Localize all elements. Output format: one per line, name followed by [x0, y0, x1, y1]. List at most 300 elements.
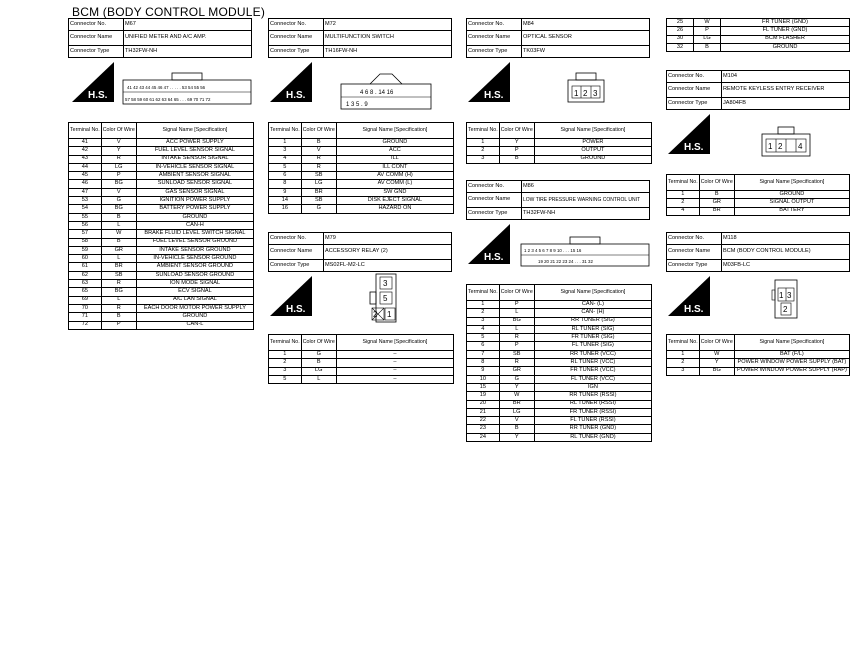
table-row: [467, 408, 652, 416]
table-row: [69, 180, 254, 188]
terminal-no: 1: [467, 139, 500, 147]
signal-name: AMBIENT SENSOR SIGNAL: [136, 172, 253, 180]
wire-color: B: [499, 155, 534, 163]
terminal-no: 1: [667, 191, 700, 199]
connector-no-value: M79: [324, 233, 452, 245]
wire-color: P: [101, 172, 136, 180]
table-row: [69, 246, 254, 254]
table-row: [667, 199, 850, 207]
wire-color: R: [499, 359, 534, 367]
terminal-no: 22: [467, 417, 500, 425]
table-row: [467, 301, 652, 309]
terminal-no: 14: [269, 197, 302, 205]
signal-name: FL TUNER (RSSI): [534, 417, 651, 425]
connector-type-value: M03FB-LC: [722, 260, 850, 272]
terminal-no: 5: [467, 334, 500, 342]
connector-no-value: M118: [722, 233, 850, 245]
connector-no-label: Connector No.: [667, 71, 722, 83]
wire-color: SB: [101, 271, 136, 279]
terminal-no: 70: [69, 304, 102, 312]
terminal-no: 71: [69, 313, 102, 321]
table-row: [467, 342, 652, 350]
terminal-no: 2: [667, 359, 700, 367]
terminal-no: 58: [69, 238, 102, 246]
table-row: [69, 288, 254, 296]
wire-color: BG: [101, 288, 136, 296]
terminal-no: 41: [69, 139, 102, 147]
wire-color: W: [101, 230, 136, 238]
connector-name-value: LOW TIRE PRESSURE WARNING CONTROL UNIT: [522, 193, 650, 208]
table-row: [467, 375, 652, 383]
terminal-no: 55: [69, 213, 102, 221]
pins-bottom: 57 58 59 60 61 62 63 64 65 . . . 69 70 71 72: [125, 97, 211, 102]
terminal-no: 1: [467, 301, 500, 309]
terminal-no: 7: [467, 350, 500, 358]
pins-bottom: 19 20 21 22 23 24 . . . 31 32: [538, 259, 593, 264]
signal-name: RR TUNER (SIG): [534, 317, 651, 325]
signal-name: –: [336, 351, 453, 359]
terminal-no: 8: [467, 359, 500, 367]
table-row: [467, 147, 652, 155]
signal-name: FR TUNER (RSSI): [534, 408, 651, 416]
signal-name: FUEL LEVEL SENSOR SIGNAL: [136, 147, 253, 155]
color-header: Color Of Wire: [499, 285, 534, 301]
terminal-no: 30: [667, 35, 694, 43]
wire-color: LG: [499, 408, 534, 416]
terminal-no: 2: [667, 199, 700, 207]
wire-color: L: [301, 375, 336, 383]
table-row: [269, 197, 454, 205]
wire-color: R: [101, 280, 136, 288]
signal-name: RL TUNER (RSSI): [534, 400, 651, 408]
wire-color: GR: [699, 199, 734, 207]
connector-face-m104: [760, 124, 812, 158]
terminal-table-m67: [68, 122, 254, 330]
signal-name: –: [336, 375, 453, 383]
table-row: [667, 359, 850, 367]
wire-color: G: [101, 197, 136, 205]
table-row: [269, 359, 454, 367]
pin-2: 2: [583, 89, 588, 98]
table-row: [467, 367, 652, 375]
connector-type-label: Connector Type: [667, 260, 722, 272]
pin-5: 5: [383, 294, 388, 303]
table-row: [69, 163, 254, 171]
wire-color: LG: [301, 180, 336, 188]
terminal-no: 42: [69, 147, 102, 155]
signal-name: FL TUNER (SIG): [534, 342, 651, 350]
table-row: [69, 147, 254, 155]
pin-1: 1: [387, 310, 392, 319]
color-header: Color Of Wire: [101, 123, 136, 139]
signal-name: GROUND: [136, 313, 253, 321]
pin-2: 2: [373, 310, 378, 319]
terminal-no: 25: [667, 19, 694, 27]
signal-header: Signal Name [Specification]: [136, 123, 253, 139]
signal-name: GROUND: [734, 191, 849, 199]
connector-type-value: MS02FL-M2-LC: [324, 260, 452, 272]
terminal-no: 54: [69, 205, 102, 213]
hs-label: H.S.: [88, 90, 108, 101]
table-row: [667, 207, 850, 215]
hs-label: H.S.: [484, 252, 504, 263]
wire-color: BR: [499, 400, 534, 408]
signal-name: BCM FLASHER: [721, 35, 850, 43]
connector-type-label: Connector Type: [269, 46, 324, 58]
signal-name: IN-VEHICLE SENSOR SIGNAL: [136, 163, 253, 171]
table-row: [467, 350, 652, 358]
color-header: Color Of Wire: [499, 123, 534, 139]
terminal-table-m84: [466, 122, 652, 164]
table-row: [467, 425, 652, 433]
table-row: [467, 400, 652, 408]
hs-label: H.S.: [684, 304, 704, 315]
signal-name: FL TUNER (GND): [721, 27, 850, 35]
pin-1: 1: [574, 89, 579, 98]
terminal-no: 5: [269, 375, 302, 383]
wire-color: SB: [301, 197, 336, 205]
terminal-no: 3: [269, 147, 302, 155]
terminal-no: 3: [467, 155, 500, 163]
table-row: [467, 359, 652, 367]
terminal-no: 3: [269, 367, 302, 375]
connector-type-value: TH32FW-NH: [522, 208, 650, 220]
signal-name: CAN-H: [136, 221, 253, 229]
signal-name: SW GND: [336, 188, 453, 196]
signal-header: Signal Name [Specification]: [534, 285, 651, 301]
wire-color: B: [301, 359, 336, 367]
terminal-no: 43: [69, 155, 102, 163]
wire-color: V: [499, 417, 534, 425]
connector-no-label: Connector No.: [269, 19, 324, 31]
connector-name-value: REMOTE KEYLESS ENTRY RECEIVER: [722, 83, 850, 98]
terminal-no: 32: [667, 43, 694, 51]
connector-no-value: M104: [722, 71, 850, 83]
terminal-no: 9: [467, 367, 500, 375]
pins-top: 1 2 3 4 5 6 7 8 9 10 . . . 15 16: [524, 248, 582, 253]
pins-top: 4 6 8 . 14 16: [360, 90, 394, 96]
terminal-no: 2: [467, 147, 500, 155]
wire-color: SB: [301, 172, 336, 180]
terminal-no: 24: [467, 433, 500, 441]
table-row: [69, 188, 254, 196]
signal-name: INTAKE SENSOR GROUND: [136, 246, 253, 254]
table-row: [69, 263, 254, 271]
wire-color: B: [694, 43, 721, 51]
wire-color: BR: [699, 207, 734, 215]
wire-color: B: [499, 425, 534, 433]
terminal-no: 19: [467, 392, 500, 400]
wire-color: B: [699, 191, 734, 199]
table-row: [269, 205, 454, 213]
connector-no-label: Connector No.: [667, 233, 722, 245]
wire-color: BG: [101, 180, 136, 188]
wire-color: G: [301, 351, 336, 359]
connector-name-label: Connector Name: [467, 31, 522, 46]
connector-info-m86: [466, 180, 650, 220]
connector-name-value: OPTICAL SENSOR: [522, 31, 650, 46]
terminal-no: 62: [69, 271, 102, 279]
pins-top: 41 42 43 44 45 46 47 . . . . . 53 54 55 56: [127, 85, 206, 90]
wire-color: Y: [499, 139, 534, 147]
connector-name-label: Connector Name: [667, 245, 722, 260]
terminal-no: 45: [69, 172, 102, 180]
hs-label: H.S.: [684, 142, 704, 153]
table-row: [69, 172, 254, 180]
terminal-no: 60: [69, 255, 102, 263]
connector-no-label: Connector No.: [69, 19, 124, 31]
terminal-no: 57: [69, 230, 102, 238]
signal-name: RL TUNER (VCC): [534, 359, 651, 367]
connector-name-value: UNIFIED METER AND A/C AMP.: [124, 31, 252, 46]
signal-name: HAZARD ON: [336, 205, 453, 213]
signal-name: BATTERY: [734, 207, 849, 215]
terminal-no: 65: [69, 288, 102, 296]
table-row: [69, 238, 254, 246]
terminal-no: 9: [269, 188, 302, 196]
connector-face-m118: [770, 276, 804, 320]
wire-color: V: [301, 147, 336, 155]
table-row: [467, 383, 652, 391]
table-row: [269, 180, 454, 188]
connector-type-value: TH32FW-NH: [124, 46, 252, 58]
wire-color: Y: [499, 433, 534, 441]
signal-name: CAN- (L): [534, 301, 651, 309]
connector-name-value: BCM (BODY CONTROL MODULE): [722, 245, 850, 260]
connector-type-value: TH16FW-NH: [324, 46, 452, 58]
table-row: [667, 191, 850, 199]
terminal-no: 3: [467, 317, 500, 325]
wire-color: GR: [499, 367, 534, 375]
signal-name: IGN: [534, 383, 651, 391]
connector-face-m79: [368, 272, 404, 324]
pin-4: 4: [798, 142, 803, 151]
wire-color: LG: [301, 367, 336, 375]
hs-symbol: [268, 276, 314, 318]
pin-3: 3: [593, 89, 598, 98]
wire-color: L: [499, 325, 534, 333]
table-row: [667, 43, 850, 51]
terminal-table-m86: [466, 284, 652, 442]
wire-color: W: [499, 392, 534, 400]
terminal-no: 20: [467, 400, 500, 408]
wire-color: BR: [101, 263, 136, 271]
wire-color: P: [694, 27, 721, 35]
table-row: [667, 35, 850, 43]
connector-name-label: Connector Name: [269, 31, 324, 46]
wire-color: G: [499, 375, 534, 383]
connector-no-label: Connector No.: [467, 19, 522, 31]
table-row: [467, 433, 652, 441]
signal-name: ION MODE SIGNAL: [136, 280, 253, 288]
terminal-table-m86-continued: [666, 18, 850, 52]
connector-no-label: Connector No.: [467, 181, 522, 193]
terminal-no: 1: [269, 139, 302, 147]
connector-face-m86: [520, 234, 650, 268]
signal-name: INTAKE SENSOR SIGNAL: [136, 155, 253, 163]
signal-name: ECV SIGNAL: [136, 288, 253, 296]
signal-name: –: [336, 359, 453, 367]
signal-name: FR TUNER (SIG): [534, 334, 651, 342]
table-row: [269, 172, 454, 180]
hs-symbol: [666, 114, 712, 156]
signal-name: POWER WINDOW POWER SUPPLY (RAP): [734, 367, 849, 375]
terminal-no: 53: [69, 197, 102, 205]
connector-name-label: Connector Name: [69, 31, 124, 46]
hs-label: H.S.: [286, 304, 306, 315]
terminal-no-header: Terminal No.: [667, 175, 700, 191]
signal-header: Signal Name [Specification]: [534, 123, 651, 139]
wire-color: BG: [699, 367, 734, 375]
wire-color: L: [101, 221, 136, 229]
table-row: [667, 19, 850, 27]
hs-label: H.S.: [484, 90, 504, 101]
signal-name: AV COMM (H): [336, 172, 453, 180]
pin-1: 1: [768, 142, 773, 151]
signal-name: SUNLOAD SENSOR GROUND: [136, 271, 253, 279]
signal-name: FR TUNER (VCC): [534, 367, 651, 375]
wire-color: B: [301, 139, 336, 147]
connector-name-value: MULTIFUNCTION SWITCH: [324, 31, 452, 46]
table-row: [69, 313, 254, 321]
connector-info-m118: [666, 232, 850, 272]
pin-3: 3: [383, 279, 388, 288]
table-row: [69, 205, 254, 213]
signal-name: RL TUNER (SIG): [534, 325, 651, 333]
wire-color: R: [101, 304, 136, 312]
terminal-no: 4: [269, 155, 302, 163]
signal-name: AV COMM (L): [336, 180, 453, 188]
table-row: [269, 375, 454, 383]
terminal-table-m72: [268, 122, 454, 214]
signal-name: GROUND: [534, 155, 651, 163]
terminal-no: 15: [467, 383, 500, 391]
connector-name-label: Connector Name: [667, 83, 722, 98]
pin-3: 3: [787, 291, 792, 300]
wire-color: LG: [101, 163, 136, 171]
signal-name: RR TUNER (VCC): [534, 350, 651, 358]
terminal-no: 26: [667, 27, 694, 35]
table-row: [269, 147, 454, 155]
terminal-no-header: Terminal No.: [467, 285, 500, 301]
table-row: [269, 139, 454, 147]
hs-label: H.S.: [286, 90, 306, 101]
color-header: Color Of Wire: [699, 175, 734, 191]
table-row: [467, 334, 652, 342]
wire-color: P: [499, 147, 534, 155]
color-header: Color Of Wire: [301, 335, 336, 351]
connector-info-m104: [666, 70, 850, 110]
signal-name: GROUND: [336, 139, 453, 147]
connector-type-value: TK03FW: [522, 46, 650, 58]
table-row: [69, 221, 254, 229]
connector-name-value: ACCESSORY RELAY (2): [324, 245, 452, 260]
signal-name: SUNLOAD SENSOR SIGNAL: [136, 180, 253, 188]
signal-name: GROUND: [721, 43, 850, 51]
terminal-no: 72: [69, 321, 102, 329]
terminal-no: 46: [69, 180, 102, 188]
pin-1: 1: [779, 291, 784, 300]
wire-color: P: [101, 321, 136, 329]
terminal-table-m118: [666, 334, 850, 376]
terminal-no: 61: [69, 263, 102, 271]
connector-type-label: Connector Type: [467, 208, 522, 220]
signal-name: OUTPUT: [534, 147, 651, 155]
terminal-no: 4: [467, 325, 500, 333]
table-row: [69, 271, 254, 279]
connector-info-m67: [68, 18, 252, 58]
hs-symbol: [666, 276, 712, 318]
terminal-no: 5: [269, 163, 302, 171]
table-row: [69, 280, 254, 288]
signal-header: Signal Name [Specification]: [336, 335, 453, 351]
table-row: [467, 155, 652, 163]
connector-type-label: Connector Type: [667, 98, 722, 110]
terminal-no-header: Terminal No.: [269, 123, 302, 139]
signal-name: A/C LAN SIGNAL: [136, 296, 253, 304]
terminal-no: 56: [69, 221, 102, 229]
terminal-no: 4: [667, 207, 700, 215]
wire-color: V: [101, 188, 136, 196]
signal-name: BATTERY POWER SUPPLY: [136, 205, 253, 213]
wire-color: BG: [499, 317, 534, 325]
signal-name: ACC POWER SUPPLY: [136, 139, 253, 147]
signal-name: POWER: [534, 139, 651, 147]
signal-name: FR TUNER (GND): [721, 19, 850, 27]
table-row: [69, 155, 254, 163]
signal-name: CAN-L: [136, 321, 253, 329]
connector-type-value: JA804FB: [722, 98, 850, 110]
table-row: [269, 367, 454, 375]
wire-color: V: [101, 139, 136, 147]
terminal-no-header: Terminal No.: [69, 123, 102, 139]
terminal-no: 47: [69, 188, 102, 196]
wire-color: BG: [101, 205, 136, 213]
wire-color: Y: [699, 359, 734, 367]
terminal-no: 3: [667, 367, 700, 375]
connector-no-label: Connector No.: [269, 233, 324, 245]
table-row: [667, 351, 850, 359]
table-row: [467, 139, 652, 147]
terminal-no: 6: [269, 172, 302, 180]
color-header: Color Of Wire: [301, 123, 336, 139]
signal-name: FUEL LEVEL SENSOR GROUND: [136, 238, 253, 246]
terminal-table-m104: [666, 174, 850, 216]
terminal-no: 1: [269, 351, 302, 359]
signal-name: RR TUNER (RSSI): [534, 392, 651, 400]
signal-header: Signal Name [Specification]: [734, 175, 849, 191]
wire-color: L: [101, 255, 136, 263]
wire-color: P: [499, 301, 534, 309]
terminal-no: 21: [467, 408, 500, 416]
wire-color: Y: [499, 383, 534, 391]
signal-name: SIGNAL OUTPUT: [734, 199, 849, 207]
terminal-no: 63: [69, 280, 102, 288]
connector-face-m67: [122, 72, 252, 106]
table-row: [467, 325, 652, 333]
wire-color: B: [101, 213, 136, 221]
wire-color: BR: [301, 188, 336, 196]
connector-face-m84: [566, 70, 606, 104]
hs-symbol: [268, 62, 314, 104]
pin-2: 2: [778, 142, 783, 151]
table-row: [69, 321, 254, 329]
terminal-no-header: Terminal No.: [467, 123, 500, 139]
wire-color: Y: [101, 147, 136, 155]
signal-name: ACC: [336, 147, 453, 155]
pins-bottom: 1 3 5 . 9: [346, 102, 368, 108]
terminal-no-header: Terminal No.: [667, 335, 700, 351]
